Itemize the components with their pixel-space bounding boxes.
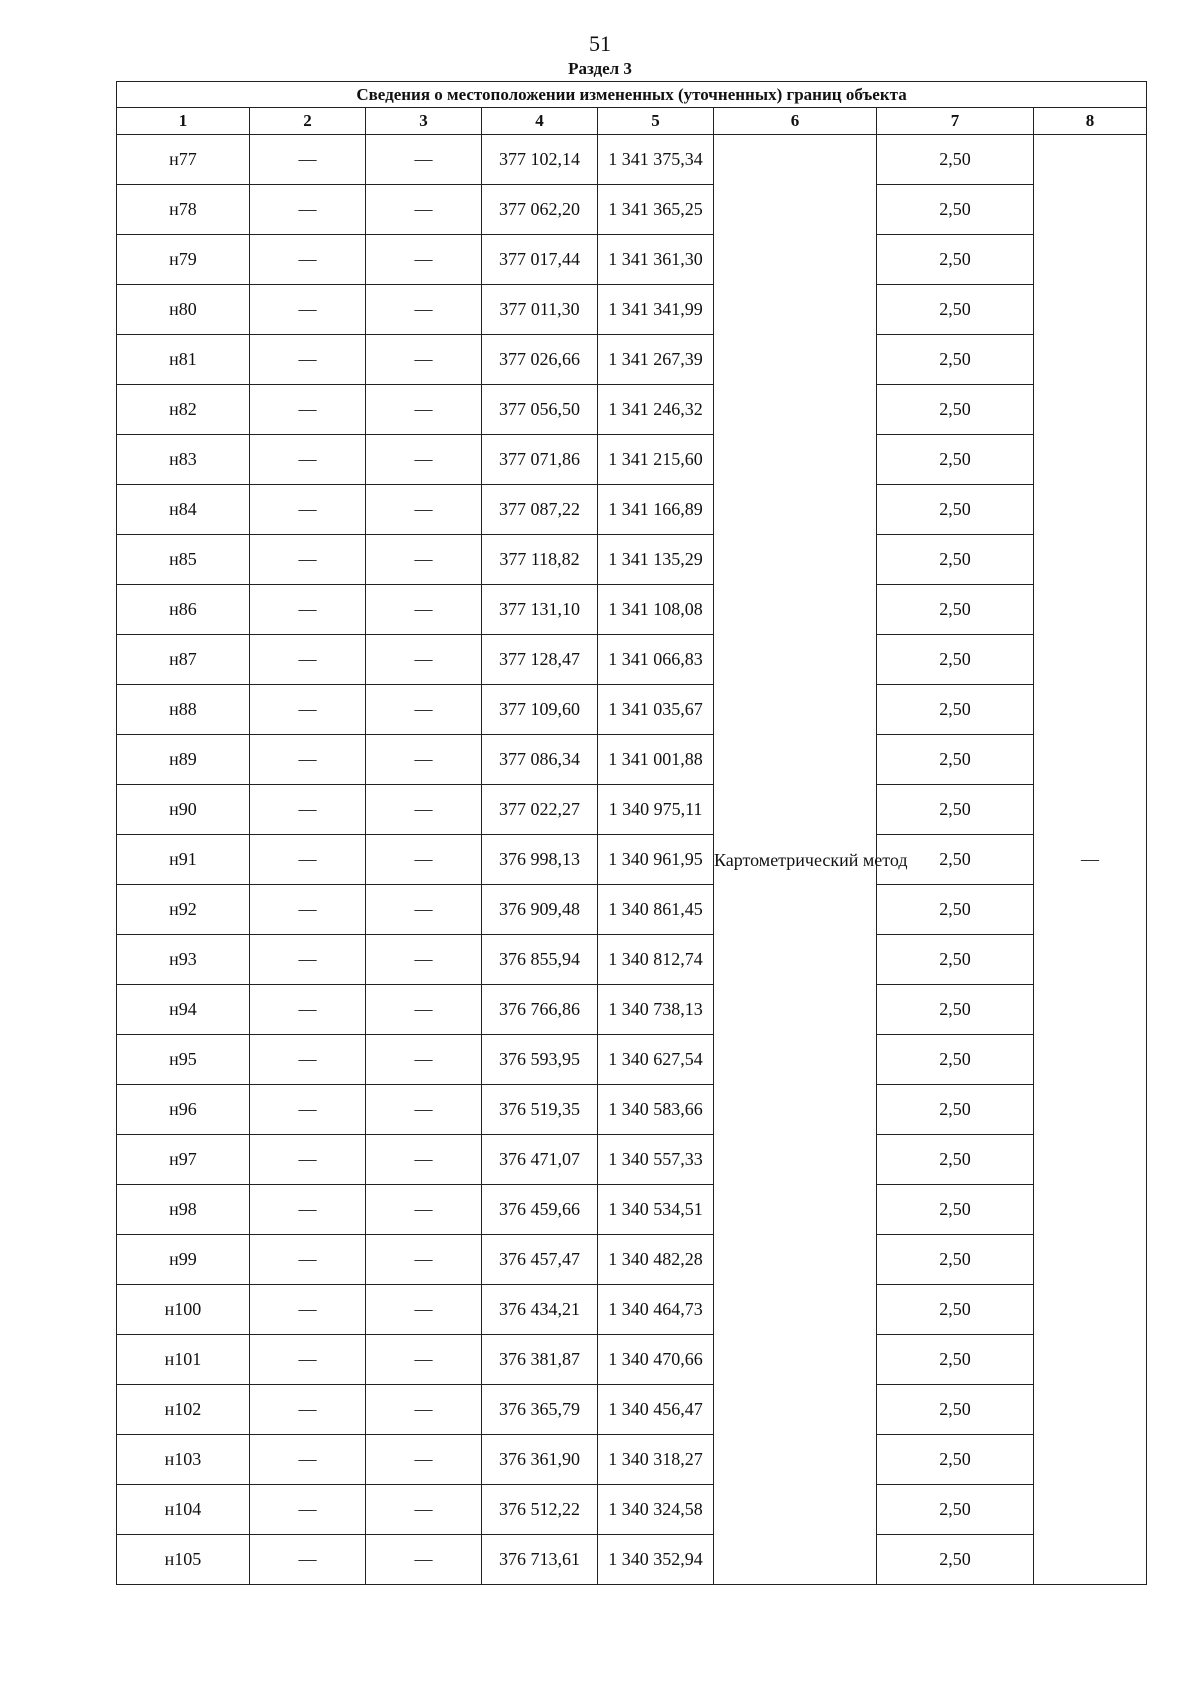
table-row: [117, 1335, 1147, 1385]
col2-dash-cell: —: [250, 1335, 366, 1385]
y-coordinate-cell: 1 341 108,08: [598, 585, 714, 635]
col2-dash-cell: —: [250, 1535, 366, 1585]
x-coordinate-cell: 376 909,48: [482, 885, 598, 935]
col3-dash-cell: —: [366, 1135, 482, 1185]
col3-dash-cell: —: [366, 735, 482, 785]
accuracy-cell: 2,50: [877, 1435, 1034, 1485]
point-name-cell: н91: [117, 835, 250, 885]
table-row: [117, 685, 1147, 735]
accuracy-cell: 2,50: [877, 635, 1034, 685]
col3-dash-cell: —: [366, 185, 482, 235]
point-name-cell: н95: [117, 1035, 250, 1085]
col3-dash-cell: —: [366, 785, 482, 835]
x-coordinate-cell: 377 118,82: [482, 535, 598, 585]
x-coordinate-cell: 376 459,66: [482, 1185, 598, 1235]
col3-dash-cell: —: [366, 1085, 482, 1135]
point-name-cell: н103: [117, 1435, 250, 1485]
y-coordinate-cell: 1 341 361,30: [598, 235, 714, 285]
accuracy-cell: 2,50: [877, 735, 1034, 785]
x-coordinate-cell: 376 361,90: [482, 1435, 598, 1485]
accuracy-cell: 2,50: [877, 835, 1034, 885]
y-coordinate-cell: 1 340 961,95: [598, 835, 714, 885]
boundary-coordinates-table: [116, 81, 1147, 1585]
table-row: [117, 1035, 1147, 1085]
column-header-8: 8: [1034, 108, 1147, 135]
x-coordinate-cell: 376 713,61: [482, 1535, 598, 1585]
col3-dash-cell: —: [366, 885, 482, 935]
point-name-cell: н98: [117, 1185, 250, 1235]
y-coordinate-cell: 1 340 627,54: [598, 1035, 714, 1085]
table-row: [117, 1435, 1147, 1485]
y-coordinate-cell: 1 340 456,47: [598, 1385, 714, 1435]
y-coordinate-cell: 1 340 464,73: [598, 1285, 714, 1335]
x-coordinate-cell: 377 026,66: [482, 335, 598, 385]
col3-dash-cell: —: [366, 1335, 482, 1385]
x-coordinate-cell: 376 471,07: [482, 1135, 598, 1185]
x-coordinate-cell: 377 109,60: [482, 685, 598, 735]
col3-dash-cell: —: [366, 1285, 482, 1335]
col2-dash-cell: —: [250, 785, 366, 835]
col3-dash-cell: —: [366, 1435, 482, 1485]
accuracy-cell: 2,50: [877, 485, 1034, 535]
col2-dash-cell: —: [250, 685, 366, 735]
table-caption: Сведения о местоположении измененных (уточненных) границ объекта: [117, 82, 1147, 108]
col2-dash-cell: —: [250, 1135, 366, 1185]
col3-dash-cell: —: [366, 1535, 482, 1585]
table-row: [117, 235, 1147, 285]
col3-dash-cell: —: [366, 1185, 482, 1235]
x-coordinate-cell: 377 102,14: [482, 135, 598, 185]
point-name-cell: н90: [117, 785, 250, 835]
table-row: [117, 1535, 1147, 1585]
method-cell: Картометрический метод: [714, 135, 877, 1585]
column-header-7: 7: [877, 108, 1034, 135]
table-row: [117, 285, 1147, 335]
column-header-2: 2: [250, 108, 366, 135]
x-coordinate-cell: 377 011,30: [482, 285, 598, 335]
point-name-cell: н81: [117, 335, 250, 385]
point-name-cell: н82: [117, 385, 250, 435]
col3-dash-cell: —: [366, 1035, 482, 1085]
y-coordinate-cell: 1 341 035,67: [598, 685, 714, 735]
x-coordinate-cell: 377 071,86: [482, 435, 598, 485]
y-coordinate-cell: 1 340 861,45: [598, 885, 714, 935]
point-name-cell: н83: [117, 435, 250, 485]
table-row: [117, 935, 1147, 985]
accuracy-cell: 2,50: [877, 685, 1034, 735]
point-name-cell: н96: [117, 1085, 250, 1135]
point-name-cell: н105: [117, 1535, 250, 1585]
col2-dash-cell: —: [250, 835, 366, 885]
x-coordinate-cell: 376 519,35: [482, 1085, 598, 1135]
accuracy-cell: 2,50: [877, 285, 1034, 335]
table-row: [117, 435, 1147, 485]
table-row: [117, 135, 1147, 185]
x-coordinate-cell: 377 131,10: [482, 585, 598, 635]
y-coordinate-cell: 1 340 557,33: [598, 1135, 714, 1185]
point-name-cell: н99: [117, 1235, 250, 1285]
y-coordinate-cell: 1 340 318,27: [598, 1435, 714, 1485]
point-name-cell: н94: [117, 985, 250, 1035]
accuracy-cell: 2,50: [877, 935, 1034, 985]
table-row: [117, 635, 1147, 685]
column-header-5: 5: [598, 108, 714, 135]
accuracy-cell: 2,50: [877, 585, 1034, 635]
accuracy-cell: 2,50: [877, 785, 1034, 835]
col3-dash-cell: —: [366, 1485, 482, 1535]
point-name-cell: н77: [117, 135, 250, 185]
x-coordinate-cell: 376 512,22: [482, 1485, 598, 1535]
x-coordinate-cell: 376 457,47: [482, 1235, 598, 1285]
accuracy-cell: 2,50: [877, 1485, 1034, 1535]
x-coordinate-cell: 376 998,13: [482, 835, 598, 885]
table-row: [117, 735, 1147, 785]
x-coordinate-cell: 377 017,44: [482, 235, 598, 285]
col3-dash-cell: —: [366, 935, 482, 985]
col3-dash-cell: —: [366, 585, 482, 635]
table-row: [117, 535, 1147, 585]
col2-dash-cell: —: [250, 535, 366, 585]
col2-dash-cell: —: [250, 1235, 366, 1285]
x-coordinate-cell: 377 062,20: [482, 185, 598, 235]
table-row: [117, 335, 1147, 385]
col8-cell: —: [1034, 135, 1147, 1585]
col2-dash-cell: —: [250, 885, 366, 935]
point-name-cell: н104: [117, 1485, 250, 1535]
x-coordinate-cell: 376 593,95: [482, 1035, 598, 1085]
point-name-cell: н92: [117, 885, 250, 935]
col3-dash-cell: —: [366, 135, 482, 185]
y-coordinate-cell: 1 340 534,51: [598, 1185, 714, 1235]
col2-dash-cell: —: [250, 985, 366, 1035]
table-row: [117, 1235, 1147, 1285]
point-name-cell: н85: [117, 535, 250, 585]
col2-dash-cell: —: [250, 935, 366, 985]
col3-dash-cell: —: [366, 1385, 482, 1435]
x-coordinate-cell: 377 087,22: [482, 485, 598, 535]
col2-dash-cell: —: [250, 485, 366, 535]
accuracy-cell: 2,50: [877, 885, 1034, 935]
col2-dash-cell: —: [250, 285, 366, 335]
col3-dash-cell: —: [366, 485, 482, 535]
y-coordinate-cell: 1 341 341,99: [598, 285, 714, 335]
col2-dash-cell: —: [250, 185, 366, 235]
point-name-cell: н79: [117, 235, 250, 285]
accuracy-cell: 2,50: [877, 185, 1034, 235]
x-coordinate-cell: 376 381,87: [482, 1335, 598, 1385]
col3-dash-cell: —: [366, 385, 482, 435]
table-row: [117, 835, 1147, 885]
accuracy-cell: 2,50: [877, 385, 1034, 435]
y-coordinate-cell: 1 340 352,94: [598, 1535, 714, 1585]
col2-dash-cell: —: [250, 235, 366, 285]
x-coordinate-cell: 376 365,79: [482, 1385, 598, 1435]
col3-dash-cell: —: [366, 435, 482, 485]
table-row: [117, 1485, 1147, 1535]
point-name-cell: н84: [117, 485, 250, 535]
table-body: [117, 135, 1147, 1585]
col3-dash-cell: —: [366, 835, 482, 885]
col2-dash-cell: —: [250, 1485, 366, 1535]
table-row: [117, 1135, 1147, 1185]
x-coordinate-cell: 376 855,94: [482, 935, 598, 985]
column-header-1: 1: [117, 108, 250, 135]
accuracy-cell: 2,50: [877, 335, 1034, 385]
point-name-cell: н97: [117, 1135, 250, 1185]
accuracy-cell: 2,50: [877, 1185, 1034, 1235]
x-coordinate-cell: 376 766,86: [482, 985, 598, 1035]
column-header-6: 6: [714, 108, 877, 135]
col3-dash-cell: —: [366, 635, 482, 685]
y-coordinate-cell: 1 340 583,66: [598, 1085, 714, 1135]
column-header-row: [117, 108, 1147, 135]
col3-dash-cell: —: [366, 235, 482, 285]
accuracy-cell: 2,50: [877, 1235, 1034, 1285]
point-name-cell: н88: [117, 685, 250, 735]
y-coordinate-cell: 1 340 470,66: [598, 1335, 714, 1385]
table-row: [117, 1285, 1147, 1335]
y-coordinate-cell: 1 341 135,29: [598, 535, 714, 585]
y-coordinate-cell: 1 341 375,34: [598, 135, 714, 185]
x-coordinate-cell: 377 128,47: [482, 635, 598, 685]
point-name-cell: н93: [117, 935, 250, 985]
accuracy-cell: 2,50: [877, 1135, 1034, 1185]
point-name-cell: н89: [117, 735, 250, 785]
accuracy-cell: 2,50: [877, 1085, 1034, 1135]
point-name-cell: н102: [117, 1385, 250, 1435]
page-number: 51: [589, 31, 611, 56]
y-coordinate-cell: 1 341 001,88: [598, 735, 714, 785]
y-coordinate-cell: 1 340 738,13: [598, 985, 714, 1035]
col2-dash-cell: —: [250, 335, 366, 385]
table-row: [117, 585, 1147, 635]
y-coordinate-cell: 1 340 482,28: [598, 1235, 714, 1285]
accuracy-cell: 2,50: [877, 1335, 1034, 1385]
col3-dash-cell: —: [366, 1235, 482, 1285]
section-title: Раздел 3: [568, 59, 632, 78]
col2-dash-cell: —: [250, 1385, 366, 1435]
col2-dash-cell: —: [250, 1035, 366, 1085]
point-name-cell: н86: [117, 585, 250, 635]
column-header-4: 4: [482, 108, 598, 135]
col3-dash-cell: —: [366, 985, 482, 1035]
accuracy-cell: 2,50: [877, 1035, 1034, 1085]
col2-dash-cell: —: [250, 1435, 366, 1485]
y-coordinate-cell: 1 341 215,60: [598, 435, 714, 485]
y-coordinate-cell: 1 341 166,89: [598, 485, 714, 535]
col3-dash-cell: —: [366, 285, 482, 335]
col2-dash-cell: —: [250, 135, 366, 185]
y-coordinate-cell: 1 340 975,11: [598, 785, 714, 835]
table-row: [117, 485, 1147, 535]
point-name-cell: н80: [117, 285, 250, 335]
point-name-cell: н87: [117, 635, 250, 685]
y-coordinate-cell: 1 341 246,32: [598, 385, 714, 435]
accuracy-cell: 2,50: [877, 235, 1034, 285]
accuracy-cell: 2,50: [877, 135, 1034, 185]
column-header-3: 3: [366, 108, 482, 135]
col3-dash-cell: —: [366, 535, 482, 585]
accuracy-cell: 2,50: [877, 985, 1034, 1035]
table-row: [117, 885, 1147, 935]
y-coordinate-cell: 1 341 066,83: [598, 635, 714, 685]
table-row: [117, 1385, 1147, 1435]
col2-dash-cell: —: [250, 735, 366, 785]
point-name-cell: н100: [117, 1285, 250, 1335]
point-name-cell: н101: [117, 1335, 250, 1385]
accuracy-cell: 2,50: [877, 435, 1034, 485]
table-row: [117, 185, 1147, 235]
x-coordinate-cell: 377 022,27: [482, 785, 598, 835]
accuracy-cell: 2,50: [877, 1535, 1034, 1585]
col2-dash-cell: —: [250, 1085, 366, 1135]
col3-dash-cell: —: [366, 335, 482, 385]
accuracy-cell: 2,50: [877, 1385, 1034, 1435]
col2-dash-cell: —: [250, 385, 366, 435]
y-coordinate-cell: 1 341 365,25: [598, 185, 714, 235]
accuracy-cell: 2,50: [877, 1285, 1034, 1335]
y-coordinate-cell: 1 340 812,74: [598, 935, 714, 985]
table-row: [117, 385, 1147, 435]
table-row: [117, 985, 1147, 1035]
accuracy-cell: 2,50: [877, 535, 1034, 585]
table-row: [117, 1185, 1147, 1235]
table-row: [117, 1085, 1147, 1135]
col3-dash-cell: —: [366, 685, 482, 735]
col2-dash-cell: —: [250, 1285, 366, 1335]
col2-dash-cell: —: [250, 1185, 366, 1235]
point-name-cell: н78: [117, 185, 250, 235]
y-coordinate-cell: 1 340 324,58: [598, 1485, 714, 1535]
x-coordinate-cell: 376 434,21: [482, 1285, 598, 1335]
table-row: [117, 785, 1147, 835]
x-coordinate-cell: 377 056,50: [482, 385, 598, 435]
y-coordinate-cell: 1 341 267,39: [598, 335, 714, 385]
col2-dash-cell: —: [250, 585, 366, 635]
col2-dash-cell: —: [250, 635, 366, 685]
x-coordinate-cell: 377 086,34: [482, 735, 598, 785]
col2-dash-cell: —: [250, 435, 366, 485]
